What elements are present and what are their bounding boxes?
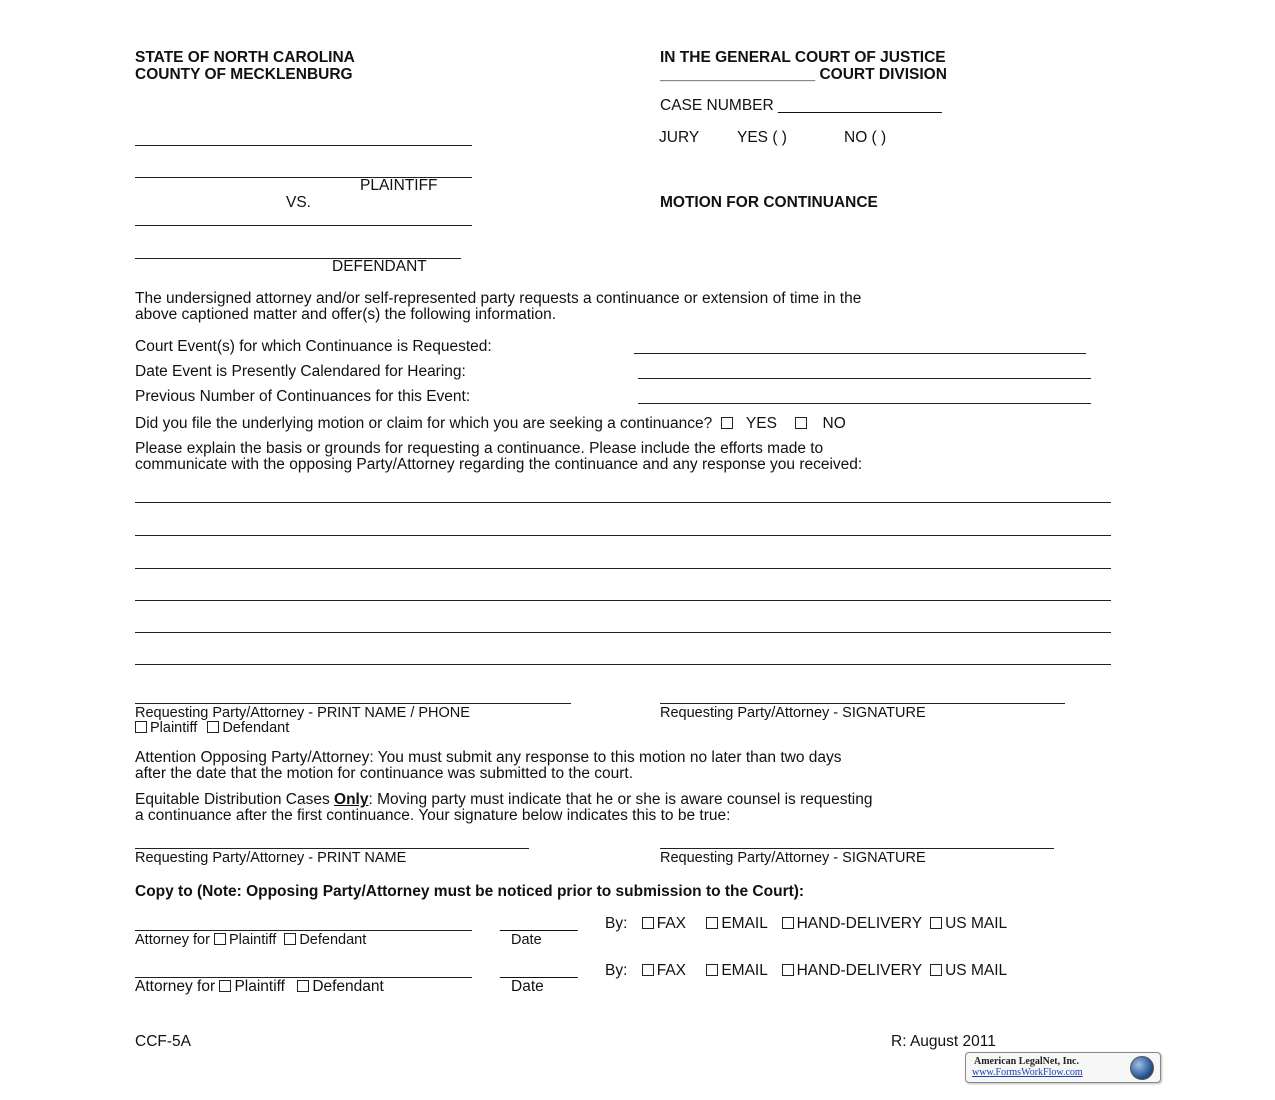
attorney-for-label: Attorney for bbox=[135, 932, 210, 948]
fax-checkbox[interactable] bbox=[642, 964, 654, 976]
email-label: EMAIL bbox=[721, 962, 768, 979]
us-mail-checkbox[interactable] bbox=[930, 917, 942, 929]
signature-field-2[interactable] bbox=[660, 848, 1054, 849]
copy-defendant-label: Defendant bbox=[312, 978, 384, 995]
copy-plaintiff-label: Plaintiff bbox=[228, 932, 277, 948]
explain-line-2: communicate with the opposing Party/Attorney regarding the continuance and any response you received: bbox=[135, 456, 863, 473]
equitable-only: Only bbox=[334, 791, 369, 808]
attention-line-2: after the date that the motion for continuance was submitted to the court. bbox=[135, 765, 634, 782]
previous-field[interactable] bbox=[638, 403, 1091, 404]
plaintiff-label: PLAINTIFF bbox=[360, 177, 438, 194]
signature-label-1: Requesting Party/Attorney - SIGNATURE bbox=[660, 705, 926, 721]
attention-line-1: Attention Opposing Party/Attorney: You must submit any response to this motion no later than two days bbox=[135, 749, 842, 766]
plaintiff-option-label: Plaintiff bbox=[150, 720, 198, 736]
court-event-label: Court Event(s) for which Continuance is Requested: bbox=[135, 338, 492, 355]
explain-field-line[interactable] bbox=[135, 535, 1111, 536]
explain-field-line[interactable] bbox=[135, 632, 1111, 633]
copy-delivery-options-2 bbox=[605, 963, 1007, 979]
logo-company-name: American LegalNet, Inc. bbox=[974, 1056, 1079, 1067]
defendant-line-1[interactable] bbox=[135, 225, 472, 226]
fax-label: FAX bbox=[656, 962, 687, 979]
hand-delivery-label: HAND-DELIVERY bbox=[796, 962, 922, 979]
by-label: By: bbox=[605, 962, 628, 979]
signature-field-1[interactable] bbox=[660, 703, 1065, 704]
underlying-yes-label: YES bbox=[745, 415, 777, 432]
previous-label: Previous Number of Continuances for this Event: bbox=[135, 388, 471, 405]
division-label: COURT DIVISION bbox=[819, 66, 947, 83]
explain-line-1: Please explain the basis or grounds for requesting a continuance. Please include the efforts made to bbox=[135, 440, 824, 457]
explain-field-line[interactable] bbox=[135, 600, 1111, 601]
party-type-options bbox=[135, 720, 289, 736]
case-number-field[interactable]: ___________________ bbox=[778, 97, 942, 114]
hand-delivery-checkbox[interactable] bbox=[782, 964, 794, 976]
vs-label: VS. bbox=[286, 194, 311, 211]
us-mail-label: US MAIL bbox=[945, 915, 1008, 932]
form-title: MOTION FOR CONTINUANCE bbox=[660, 194, 878, 211]
court-division bbox=[660, 67, 947, 83]
email-checkbox[interactable] bbox=[706, 964, 718, 976]
defendant-label: DEFENDANT bbox=[332, 258, 427, 275]
intro-line-1: The undersigned attorney and/or self-represented party requests a continuance or extension of time in the bbox=[135, 290, 862, 307]
court-event-field[interactable] bbox=[634, 353, 1086, 354]
revision-date: R: August 2011 bbox=[891, 1033, 996, 1050]
jury-label: JURY bbox=[659, 129, 700, 146]
copy-date-field-2[interactable]: _________ bbox=[500, 962, 578, 979]
explain-field-line[interactable] bbox=[135, 568, 1111, 569]
court-title: IN THE GENERAL COURT OF JUSTICE bbox=[660, 49, 946, 66]
copy-attorney-for-2 bbox=[135, 979, 384, 995]
copy-defendant-checkbox[interactable] bbox=[297, 980, 309, 992]
logo-url-link[interactable]: www.FormsWorkFlow.com bbox=[972, 1067, 1083, 1078]
defendant-option-label: Defendant bbox=[222, 720, 290, 736]
print-name-label: Requesting Party/Attorney - PRINT NAME bbox=[135, 850, 407, 866]
print-name-phone-field[interactable] bbox=[135, 703, 571, 704]
copy-defendant-label: Defendant bbox=[299, 932, 367, 948]
hand-delivery-checkbox[interactable] bbox=[782, 917, 794, 929]
form-id: CCF-5A bbox=[135, 1033, 191, 1050]
print-name-phone-label: Requesting Party/Attorney - PRINT NAME / PHONE bbox=[135, 705, 470, 721]
copy-date-field-1[interactable]: _________ bbox=[500, 915, 578, 932]
copy-heading: Copy to (Note: Opposing Party/Attorney must be noticed prior to submission to the Court): bbox=[135, 883, 805, 900]
copy-defendant-checkbox[interactable] bbox=[284, 933, 296, 945]
equitable-prefix: Equitable Distribution Cases bbox=[135, 791, 335, 808]
copy-attorney-for-1 bbox=[135, 932, 366, 948]
underlying-no-label: NO bbox=[822, 415, 846, 432]
email-checkbox[interactable] bbox=[706, 917, 718, 929]
hand-delivery-label: HAND-DELIVERY bbox=[796, 915, 922, 932]
copy-delivery-options-1 bbox=[605, 916, 1007, 932]
copy-plaintiff-checkbox[interactable] bbox=[214, 933, 226, 945]
case-number-label: CASE NUMBER bbox=[660, 97, 774, 114]
defendant-checkbox[interactable] bbox=[207, 721, 219, 733]
copy-attorney-field-1[interactable] bbox=[135, 930, 472, 931]
date-event-label: Date Event is Presently Calendared for Hearing: bbox=[135, 363, 466, 380]
underlying-question bbox=[135, 416, 846, 432]
jury-yes-option[interactable]: YES ( ) bbox=[737, 129, 787, 146]
underlying-label: Did you file the underlying motion or claim for which you are seeking a continuance? bbox=[135, 415, 713, 432]
equitable-line-2: a continuance after the first continuance. Your signature below indicates this to be true: bbox=[135, 807, 731, 824]
equitable-line-1 bbox=[135, 792, 873, 808]
plaintiff-checkbox[interactable] bbox=[135, 721, 147, 733]
email-label: EMAIL bbox=[721, 915, 768, 932]
county-title: COUNTY OF MECKLENBURG bbox=[135, 66, 353, 83]
globe-icon bbox=[1130, 1056, 1154, 1080]
american-legalnet-logo[interactable] bbox=[965, 1052, 1161, 1083]
explain-field-line[interactable] bbox=[135, 502, 1111, 503]
state-title: STATE OF NORTH CAROLINA bbox=[135, 49, 355, 66]
us-mail-label: US MAIL bbox=[945, 962, 1008, 979]
by-label: By: bbox=[605, 915, 628, 932]
copy-plaintiff-checkbox[interactable] bbox=[219, 980, 231, 992]
division-line[interactable]: __________________ bbox=[660, 66, 816, 83]
intro-line-2: above captioned matter and offer(s) the following information. bbox=[135, 306, 557, 323]
jury-no-option[interactable]: NO ( ) bbox=[844, 129, 887, 146]
date-event-field[interactable] bbox=[638, 378, 1091, 379]
explain-field-line[interactable] bbox=[135, 664, 1111, 665]
fax-checkbox[interactable] bbox=[642, 917, 654, 929]
print-name-field[interactable] bbox=[135, 848, 529, 849]
us-mail-checkbox[interactable] bbox=[930, 964, 942, 976]
copy-plaintiff-label: Plaintiff bbox=[234, 978, 285, 995]
copy-date-label-1: Date bbox=[511, 932, 542, 948]
case-number bbox=[660, 98, 942, 114]
attorney-for-label: Attorney for bbox=[135, 978, 216, 995]
signature-label-2: Requesting Party/Attorney - SIGNATURE bbox=[660, 850, 926, 866]
fax-label: FAX bbox=[656, 915, 687, 932]
underlying-yes-checkbox[interactable] bbox=[721, 417, 733, 429]
copy-date-label-2: Date bbox=[511, 978, 544, 995]
underlying-no-checkbox[interactable] bbox=[795, 417, 807, 429]
plaintiff-line-1[interactable] bbox=[135, 145, 472, 146]
equitable-suffix: : Moving party must indicate that he or she is aware counsel is requesting bbox=[368, 791, 873, 808]
